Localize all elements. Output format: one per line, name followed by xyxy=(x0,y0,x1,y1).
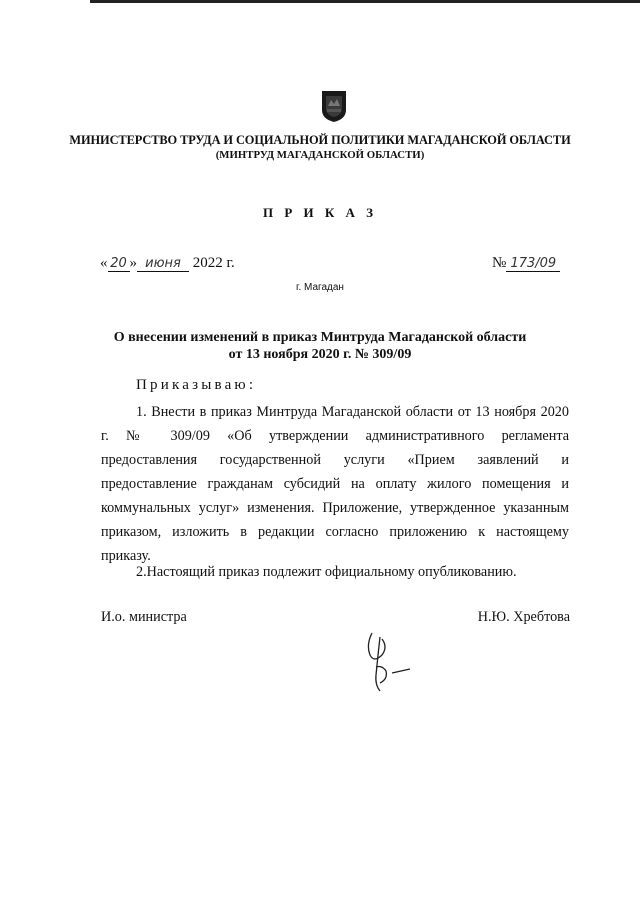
number-value: 173/09 xyxy=(506,257,560,272)
order-date xyxy=(100,255,235,272)
date-close-quote: » xyxy=(129,255,137,271)
paragraph-1: 1. Внести в приказ Минтруда Магаданской области от 13 ноября 2020 г. № 309/09 «Об утверждении административного регламента предоставления государственной услуги «Прием заявлений и предоставление гражданам субсидий на оплату жилого помещения и коммунальных услуг» изменения. Приложение, утвержденное указанным приказом, изложить в редакции согласно приложению к настоящему приказу. xyxy=(101,404,569,564)
date-month: июня xyxy=(137,257,189,272)
subject-line-2: от 13 ноября 2020 г. № 309/09 xyxy=(228,347,412,362)
order-number xyxy=(492,255,560,272)
ministry-short-name: (МИНТРУД МАГАДАНСКОЙ ОБЛАСТИ) xyxy=(215,149,425,161)
ministry-name: МИНИСТЕРСТВО ТРУДА И СОЦИАЛЬНОЙ ПОЛИТИКИ МАГАДАНСКОЙ ОБЛАСТИ xyxy=(69,133,571,147)
signatory-name: Н.Ю. Хребтова xyxy=(477,609,570,625)
order-title: П Р И К А З xyxy=(262,205,378,220)
city: г. Магадан xyxy=(296,282,344,293)
handwritten-signature-icon xyxy=(352,625,422,695)
directive-heading: Приказываю: xyxy=(136,377,257,393)
date-day: 20 xyxy=(108,257,130,272)
number-prefix: № xyxy=(492,255,507,271)
scan-edge-line xyxy=(90,0,640,3)
date-year: 2022 г. xyxy=(192,255,235,271)
date-open-quote: « xyxy=(100,255,108,271)
paragraph-2: 2.Настоящий приказ подлежит официальному опубликованию. xyxy=(136,564,517,580)
coat-of-arms-icon xyxy=(321,90,347,123)
subject-line-1: О внесении изменений в приказ Минтруда Магаданской области xyxy=(113,330,527,345)
signatory-position: И.о. министра xyxy=(101,609,187,625)
